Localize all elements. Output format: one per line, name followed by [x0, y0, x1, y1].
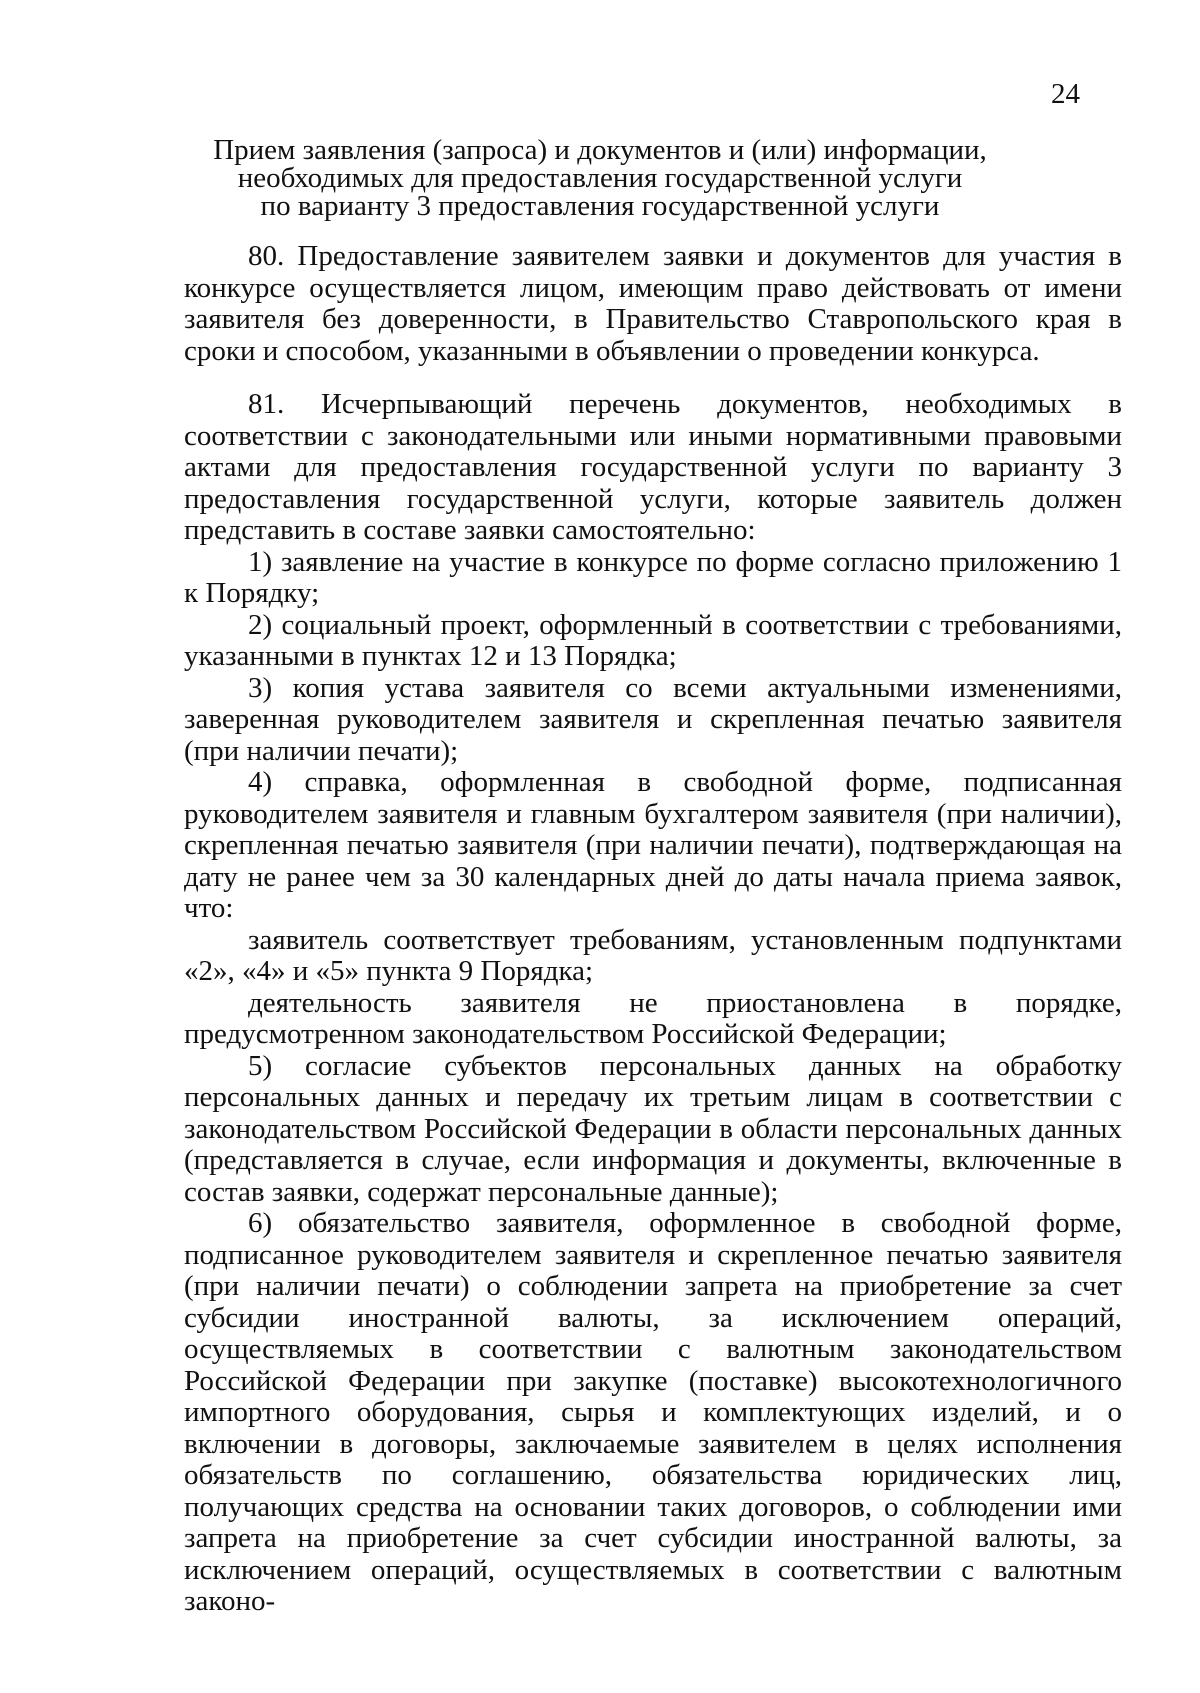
list-item-4: 4) справка, оформленная в свободной форме, подписанная руководителем заявителя и главным бухгалтером заявителя (при наличии), скрепленная печатью заявителя (при наличии печати), подтверждающая на дату не ранее чем за 30 календарных дней до даты начала приема заявок, что: — [184, 766, 1122, 924]
heading-line-3: по варианту 3 предоставления государственной услуги — [260, 190, 940, 222]
list-item-6: 6) обязательство заявителя, оформленное в свободной форме, подписанное руководителем заявителя и скрепленное печатью заявителя (при наличии печати) о соблюдении запрета на приобретение за счет субсидии иностранной валюты, за исключением операций, осуществляемых в соответствии с валютным законодательством Российской Федерации при закупке (поставке) высокотехнологичного импортного оборудования, сырья и комплектующих изделий, и о включении в договоры, заключаемые заявителем в целях исполнения обязательств по соглашению, обязательства юридических лиц, получающих средства на основании таких договоров, о соблюдении ими запрета на приобретение за счет субсидии иностранной валюты, за исключением операций, осуществляемых в соответствии с валютным законо- — [184, 1207, 1122, 1617]
list-item-1: 1) заявление на участие в конкурсе по форме согласно приложению 1 к Порядку; — [184, 545, 1122, 609]
list-item-4-sub-1: заявитель соответствует требованиям, установленным подпунктами «2», «4» и «5» пункта 9 Порядка; — [184, 923, 1122, 987]
heading-line-2: необходимых для предоставления государственной услуги — [237, 162, 963, 194]
list-item-5: 5) согласие субъектов персональных данных на обработку персональных данных и передачу их третьим лицам в соответствии с законодательством Российской Федерации в области персональных данных (представляется в случае, если информация и документы, включенные в состав заявки, содержат персональные данные); — [184, 1049, 1122, 1208]
paragraph-81: 81. Исчерпывающий перечень документов, необходимых в соответствии с законодательными или иными нормативными правовыми актами для предоставления государственной услуги по варианту 3 предоставления государственной услуги, которые заявитель должен представить в составе заявки самостоятельно: — [184, 388, 1122, 546]
page-number: 24 — [1051, 78, 1080, 110]
document-body — [184, 241, 1122, 1618]
list-item-2: 2) социальный проект, оформленный в соответствии с требованиями, указанными в пунктах 12 и 13 Порядка; — [184, 608, 1122, 672]
section-heading — [160, 136, 1040, 220]
list-item-4-sub-2: деятельность заявителя не приостановлена в порядке, предусмотренном законодательством Российской Федерации; — [184, 986, 1122, 1050]
list-item-3: 3) копия устава заявителя со всеми актуальными изменениями, заверенная руководителем заявителя и скрепленная печатью заявителя (при наличии печати); — [184, 671, 1122, 767]
paragraph-80: 80. Предоставление заявителем заявки и документов для участия в конкурсе осуществляется лицом, имеющим право действовать от имени заявителя без доверенности, в Правительство Ставропольского края в сроки и способом, указанными в объявлении о проведении конкурса. — [184, 240, 1122, 367]
heading-line-1: Прием заявления (запроса) и документов и (или) информации, — [213, 134, 987, 166]
